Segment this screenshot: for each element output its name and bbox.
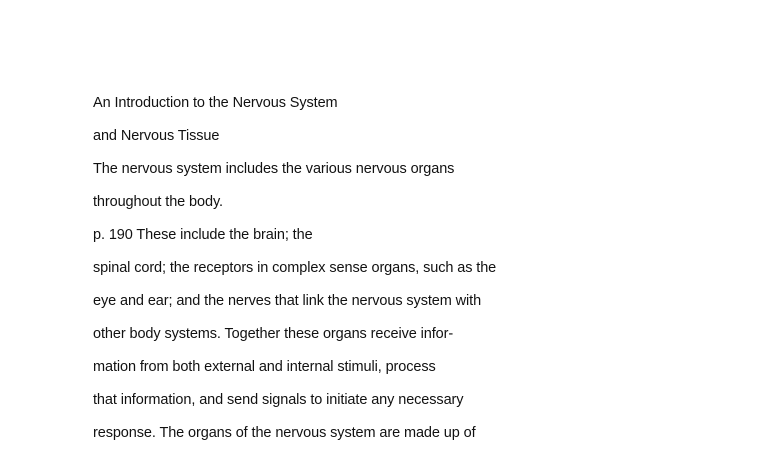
body-line: The nervous system includes the various nervous organs [93,161,455,177]
document-body [93,92,693,455]
body-line: spinal cord; the receptors in complex sense organs, such as the [93,260,497,276]
body-line: other body systems. Together these organs receive infor- [93,326,454,342]
body-line: throughout the body. [93,194,223,210]
body-line: response. The organs of the nervous system are made up of [93,425,476,441]
body-line: that information, and send signals to initiate any necessary [93,392,464,408]
heading-line-1: An Introduction to the Nervous System [93,95,338,111]
heading-line-2: and Nervous Tissue [93,128,220,144]
body-line: mation from both external and internal stimuli, process [93,359,436,375]
body-line: p. 190 These include the brain; the [93,227,313,243]
body-line: eye and ear; and the nerves that link the nervous system with [93,293,482,309]
